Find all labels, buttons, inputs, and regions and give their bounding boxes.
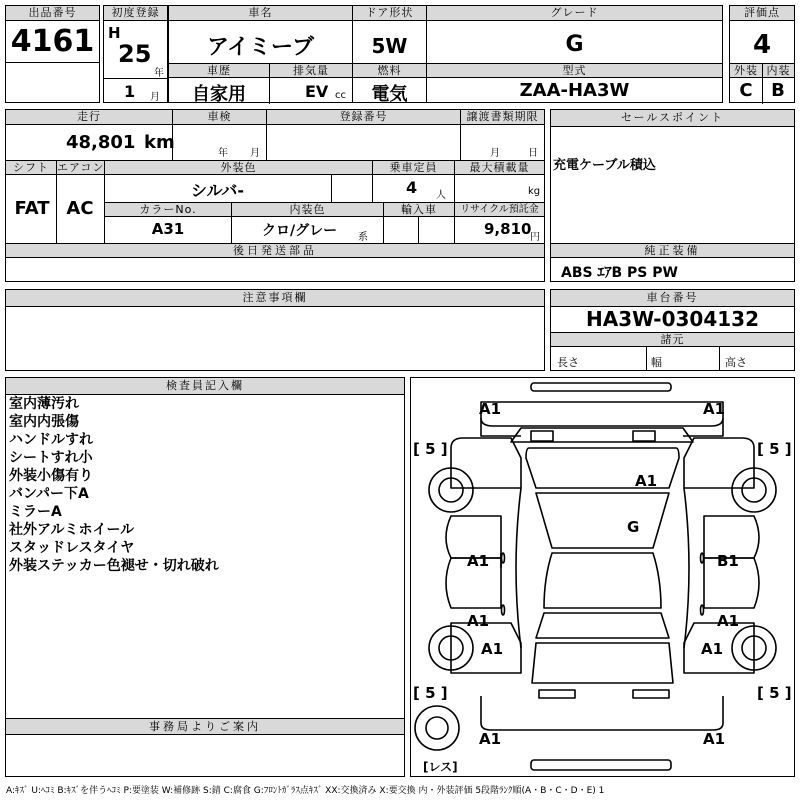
load-label: 最大積載量 [454, 161, 544, 175]
model-label: 型式 [427, 64, 722, 78]
door: 5W [371, 34, 408, 58]
car-diagram [411, 378, 794, 776]
door-box [352, 5, 427, 103]
grade-box [426, 5, 723, 103]
era: H [108, 24, 121, 42]
genuine-equipment: ABS ｴｱB PS PW [561, 265, 678, 281]
inspector-note: ハンドルすれ [9, 432, 93, 448]
first-reg-box [103, 5, 168, 103]
recycle-unit: 円 [530, 232, 540, 243]
mark-left-rear-door: A1 [467, 612, 490, 630]
mark-rear-left: A1 [479, 730, 502, 748]
grade-label: グレード [427, 6, 722, 21]
reg-year: 25 [118, 40, 152, 68]
office-label: 事務局よりご案内 [6, 719, 404, 735]
lot-number-label: 出品番号 [6, 6, 99, 21]
mark-rear-right: A1 [703, 730, 726, 748]
mark-front-left: A1 [479, 400, 502, 418]
interior-color: クロ/グレー [262, 223, 338, 239]
tire-front-left: [ 5 ] [413, 440, 448, 458]
mark-left-front-door: A1 [467, 552, 490, 570]
shift: FAT [14, 198, 50, 219]
car-diagram-box [410, 377, 795, 777]
chassis-box [550, 289, 795, 371]
int-color-label: 内装色 [231, 203, 383, 217]
reg-month: 1 [124, 82, 136, 101]
mark-left-rear-fender: A1 [481, 640, 504, 658]
transfer-day-unit: 日 [528, 148, 538, 159]
mark-right-rear-door: A1 [717, 612, 740, 630]
inspector-note: 外装ステッカー色褪せ・切れ破れ [9, 558, 219, 574]
car-name-box [168, 5, 353, 103]
header-block [5, 5, 795, 103]
sales-point-box [550, 109, 795, 282]
chassis-label: 車台番号 [551, 290, 794, 307]
inspector-note: スタッドレスタイヤ [9, 540, 135, 556]
later-parts-label: 後日発送部品 [6, 244, 544, 258]
height-label: 高さ [725, 356, 747, 369]
inspector-note: シートすれ小 [9, 450, 93, 466]
details-block [5, 109, 545, 282]
tire-rear-right: [ 5 ] [757, 684, 792, 702]
exterior-label: 外装 [730, 64, 762, 78]
int-color-unit: 系 [358, 232, 368, 243]
inspector-note: 室内薄汚れ [9, 396, 79, 412]
exterior-grade: C [739, 80, 753, 101]
transfer-month-unit: 月 [490, 148, 500, 159]
grade: G [565, 32, 584, 57]
lot-number: 4161 [10, 24, 95, 59]
spec-label: 諸元 [551, 333, 794, 347]
length-label: 長さ [557, 356, 579, 369]
inspector-note: 外装小傷有り [9, 468, 93, 484]
inspector-notes [9, 395, 219, 575]
mark-front-right: A1 [703, 400, 726, 418]
first-reg-label: 初度登録 [104, 6, 167, 21]
color-no: A31 [151, 220, 185, 238]
displacement: EV [305, 82, 329, 101]
score: 4 [752, 30, 772, 60]
lot-number-box [5, 5, 100, 103]
history: 自家用 [192, 84, 246, 105]
inspector-note: ミラーA [9, 504, 62, 520]
capacity-label: 乗車定員 [372, 161, 454, 175]
fuel-label: 燃料 [353, 64, 426, 78]
exterior-color: シルバ- [190, 181, 245, 200]
recycle-label: リサイクル預託金 [454, 203, 544, 217]
inspector-label: 検査員記入欄 [6, 378, 404, 395]
inspector-note: 室内内張傷 [9, 414, 79, 430]
regno-label: 登録番号 [266, 110, 460, 125]
model: ZAA-HA3W [519, 80, 630, 101]
mark-hood: A1 [635, 472, 658, 490]
displacement-unit: cc [335, 90, 346, 101]
history-label: 車歴 [169, 64, 269, 78]
car-name: アイミーブ [207, 35, 314, 60]
displacement-label: 排気量 [269, 64, 352, 78]
score-box [729, 5, 795, 103]
shift-label: シフト [6, 161, 56, 175]
load-unit: kg [528, 186, 541, 197]
ac: AC [66, 198, 94, 219]
interior-grade: B [771, 80, 785, 101]
inspection-year-unit: 年 [218, 148, 228, 159]
score-label: 評価点 [730, 6, 794, 21]
genuine-equipment-label: 純正装備 [551, 244, 794, 258]
inspector-box [5, 377, 405, 777]
door-label: ドア形状 [353, 6, 426, 21]
legend: A:ｷｽﾞ U:ﾍｺﾐ B:ｷｽﾞを伴うﾍｺﾐ P:要塗装 W:補修跡 S:錆 C:腐食 G:ﾌﾛﾝﾄｶﾞﾗｽ点ｷｽﾞ XX:交換済み X:要交換 内・外装評価 5段階ﾗﾝｸ順(A・B・C・D・E) 1 [6, 786, 605, 796]
mileage-unit: km [144, 132, 175, 153]
caution-label: 注意事項欄 [6, 290, 544, 307]
sales-point-label: セールスポイント [551, 110, 794, 127]
capacity: 4 [406, 178, 418, 197]
fuel: 電気 [371, 84, 408, 105]
color-label: 外装色 [104, 161, 372, 175]
spare-tire: [レス] [423, 760, 458, 774]
capacity-unit: 人 [436, 190, 446, 201]
inspection-label: 車検 [172, 110, 266, 125]
mileage: 48,801 [66, 132, 136, 153]
mark-roof: G [627, 518, 640, 536]
interior-label: 内装 [762, 64, 794, 78]
month-unit: 月 [150, 92, 160, 103]
car-name-label: 車名 [169, 6, 352, 21]
mark-right-rear-fender: A1 [701, 640, 724, 658]
mark-right-front-door: B1 [717, 552, 739, 570]
mileage-label: 走行 [6, 110, 172, 125]
width-label: 幅 [651, 356, 662, 369]
chassis-number: HA3W-0304132 [585, 307, 759, 331]
tire-rear-left: [ 5 ] [413, 684, 448, 702]
recycle-fee: 9,810 [484, 220, 532, 238]
color-no-label: カラーNo. [105, 203, 231, 217]
ac-label: エアコン [57, 161, 104, 174]
inspection-month-unit: 月 [250, 148, 260, 159]
inspector-note: 社外アルミホイール [9, 522, 135, 538]
inspector-note: バンパー下A [9, 486, 89, 502]
import-label: 輸入車 [383, 203, 454, 217]
transfer-label: 譲渡書類期限 [460, 110, 544, 125]
sales-point-text: 充電ケーブル積込 [553, 158, 656, 173]
tire-front-right: [ 5 ] [757, 440, 792, 458]
caution-box [5, 289, 545, 371]
year-unit: 年 [154, 68, 164, 79]
